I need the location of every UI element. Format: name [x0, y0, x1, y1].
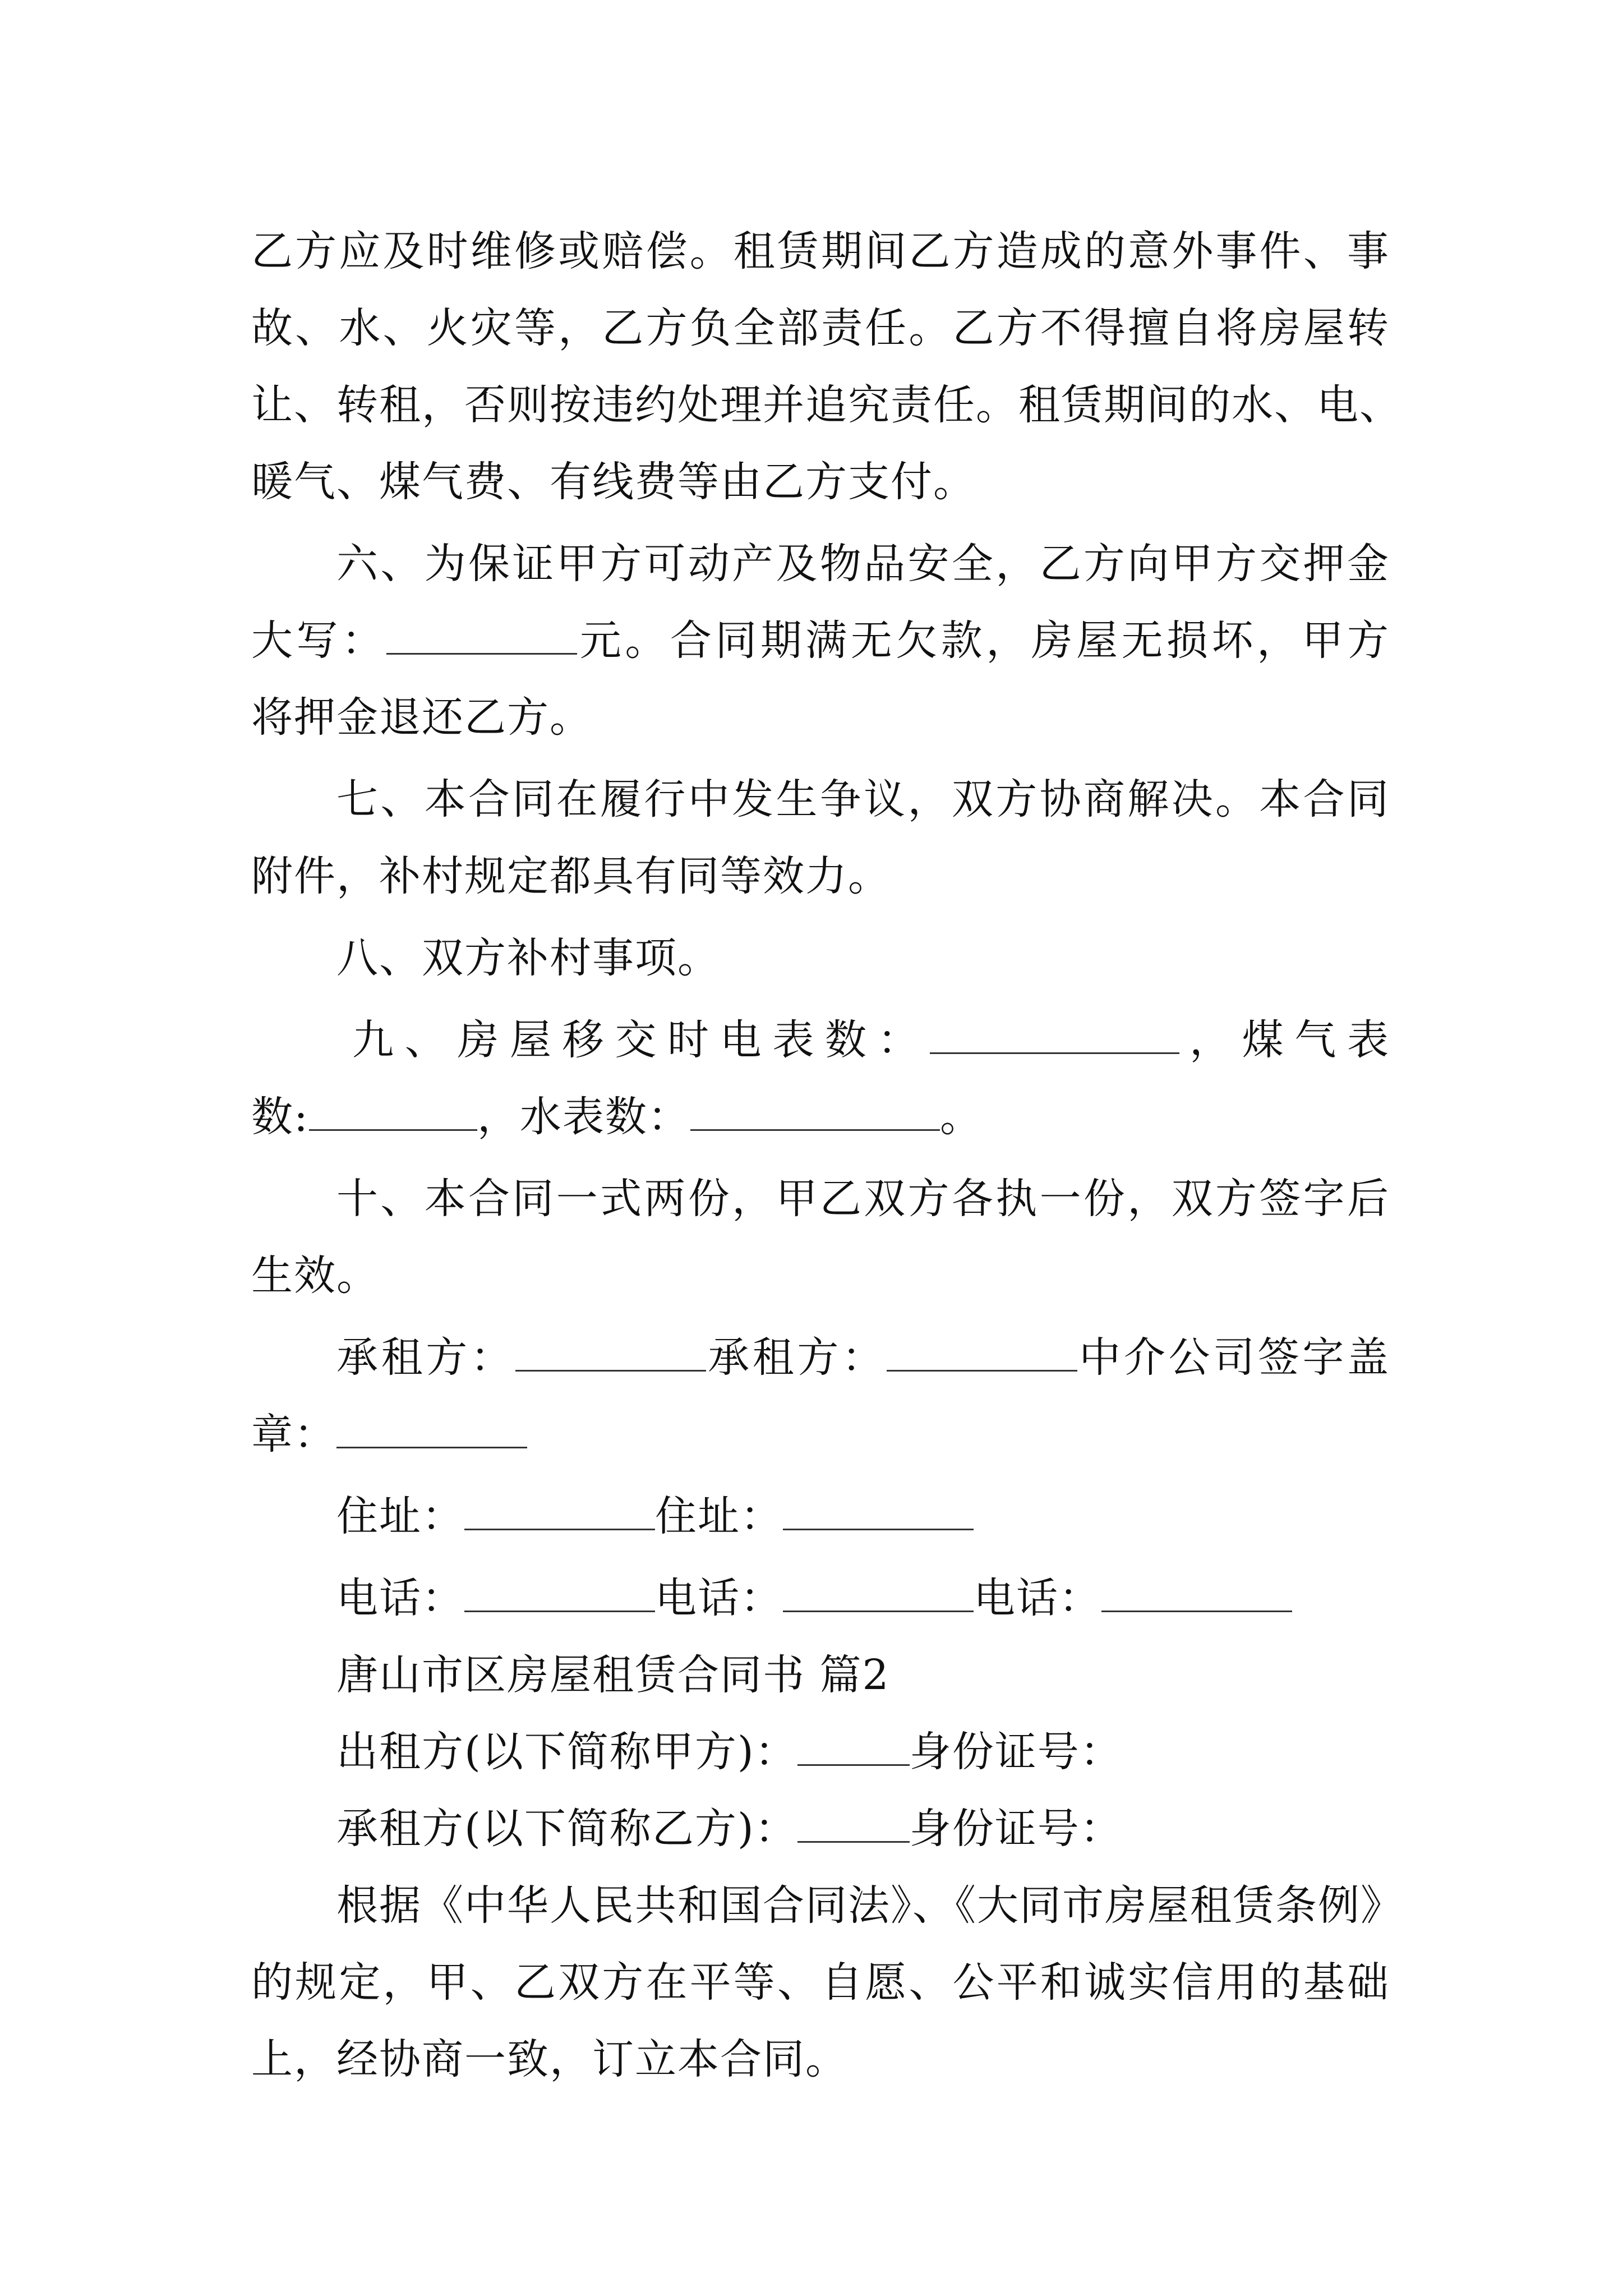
address-line: [251, 1478, 1390, 1555]
agency-label: 中介公司签字盖: [1077, 1333, 1390, 1382]
id-label: 身份证号：: [909, 1728, 1123, 1776]
paragraph-line: 故、水、火灾等，乙方负全部责任。乙方不得擅自将房屋转: [251, 304, 1390, 352]
signature-line-cont: [251, 1396, 1390, 1473]
paragraph-line: 根据《中华人民共和国合同法》、《大同市房屋租赁条例》: [336, 1881, 1403, 1930]
paragraph-line: 让、转租，否则按违约处理并追究责任。租赁期间的水、电、: [251, 381, 1402, 429]
phone-line: [251, 1560, 1390, 1637]
clause-9-line-cont: [251, 1079, 1390, 1156]
gas-meter-label: ，煤气表: [1179, 1016, 1390, 1064]
phone-label: 电话：: [655, 1574, 783, 1622]
address-label: 住址：: [655, 1492, 783, 1540]
agency-seal-blank[interactable]: [336, 1412, 527, 1448]
gas-meter-blank[interactable]: [309, 1094, 477, 1131]
water-meter-blank[interactable]: [690, 1094, 940, 1131]
gas-meter-label-cont: 数:: [251, 1093, 309, 1141]
paragraph-line: 上，经协商一致，订立本合同。: [251, 2035, 848, 2083]
clause-8-line: 八、双方补村事项。: [336, 934, 720, 982]
phone-blank[interactable]: [1101, 1576, 1292, 1612]
lessor-line: [251, 1714, 1390, 1791]
lessee-label: 承租方：: [336, 1333, 515, 1382]
sentence-end: 。: [939, 1093, 983, 1141]
clause-10-line: 十、本合同一式两份，甲乙双方各执一份，双方签字后: [336, 1175, 1390, 1223]
lessee-line: [251, 1791, 1390, 1867]
section-title: 唐山市区房屋租赁合同书 篇2: [336, 1651, 890, 1699]
lessee-signature-blank[interactable]: [515, 1335, 706, 1372]
lessor-name-blank[interactable]: [797, 1729, 910, 1766]
lessee-party-label: 承租方(以下简称乙方)：: [336, 1805, 797, 1853]
phone-blank[interactable]: [464, 1576, 655, 1612]
phone-label: 电话：: [974, 1574, 1101, 1622]
paragraph-line: 将押金退还乙方。: [251, 693, 592, 742]
paragraph-line: 的规定，甲、乙双方在平等、自愿、公平和诚实信用的基础: [251, 1958, 1390, 2007]
signature-line: [251, 1319, 1390, 1396]
paragraph-line: 生效。: [251, 1251, 379, 1300]
clause-6-deposit-line: [251, 602, 1390, 679]
electric-meter-blank[interactable]: [930, 1018, 1179, 1054]
phone-label: 电话：: [336, 1574, 464, 1622]
lessee2-signature-blank[interactable]: [887, 1335, 1077, 1372]
lessee2-label: 承租方：: [706, 1333, 887, 1382]
paragraph-line: 暖气、煤气费、有线费等由乙方支付。: [251, 458, 976, 506]
document-page: [251, 213, 1403, 2098]
deposit-text: 元。合同期满无欠款，房屋无损坏，甲方: [577, 616, 1390, 665]
id-label: 身份证号：: [909, 1805, 1123, 1853]
address-label: 住址：: [336, 1492, 464, 1540]
lessor-label: 出租方(以下简称甲方)：: [336, 1728, 797, 1776]
clause-6-line: 六、为保证甲方可动产及物品安全，乙方向甲方交押金: [336, 540, 1390, 588]
paragraph-line: 附件，补村规定都具有同等效力。: [251, 852, 891, 900]
phone-blank[interactable]: [783, 1576, 974, 1612]
agency-label-cont: 章：: [251, 1410, 336, 1458]
paragraph-line: 乙方应及时维修或赔偿。租赁期间乙方造成的意外事件、事: [251, 227, 1390, 275]
clause-7-line: 七、本合同在履行中发生争议，双方协商解决。本合同: [336, 775, 1390, 823]
water-meter-label: ，水表数：: [477, 1093, 690, 1141]
deposit-amount-blank[interactable]: [386, 618, 577, 655]
lessee-name-blank[interactable]: [797, 1806, 910, 1843]
clause-9-line: [251, 1002, 1390, 1079]
electric-meter-label: 九、房屋移交时电表数：: [352, 1016, 930, 1064]
address-blank[interactable]: [464, 1494, 655, 1530]
address-blank[interactable]: [783, 1494, 974, 1530]
deposit-label: 大写：: [251, 616, 387, 665]
